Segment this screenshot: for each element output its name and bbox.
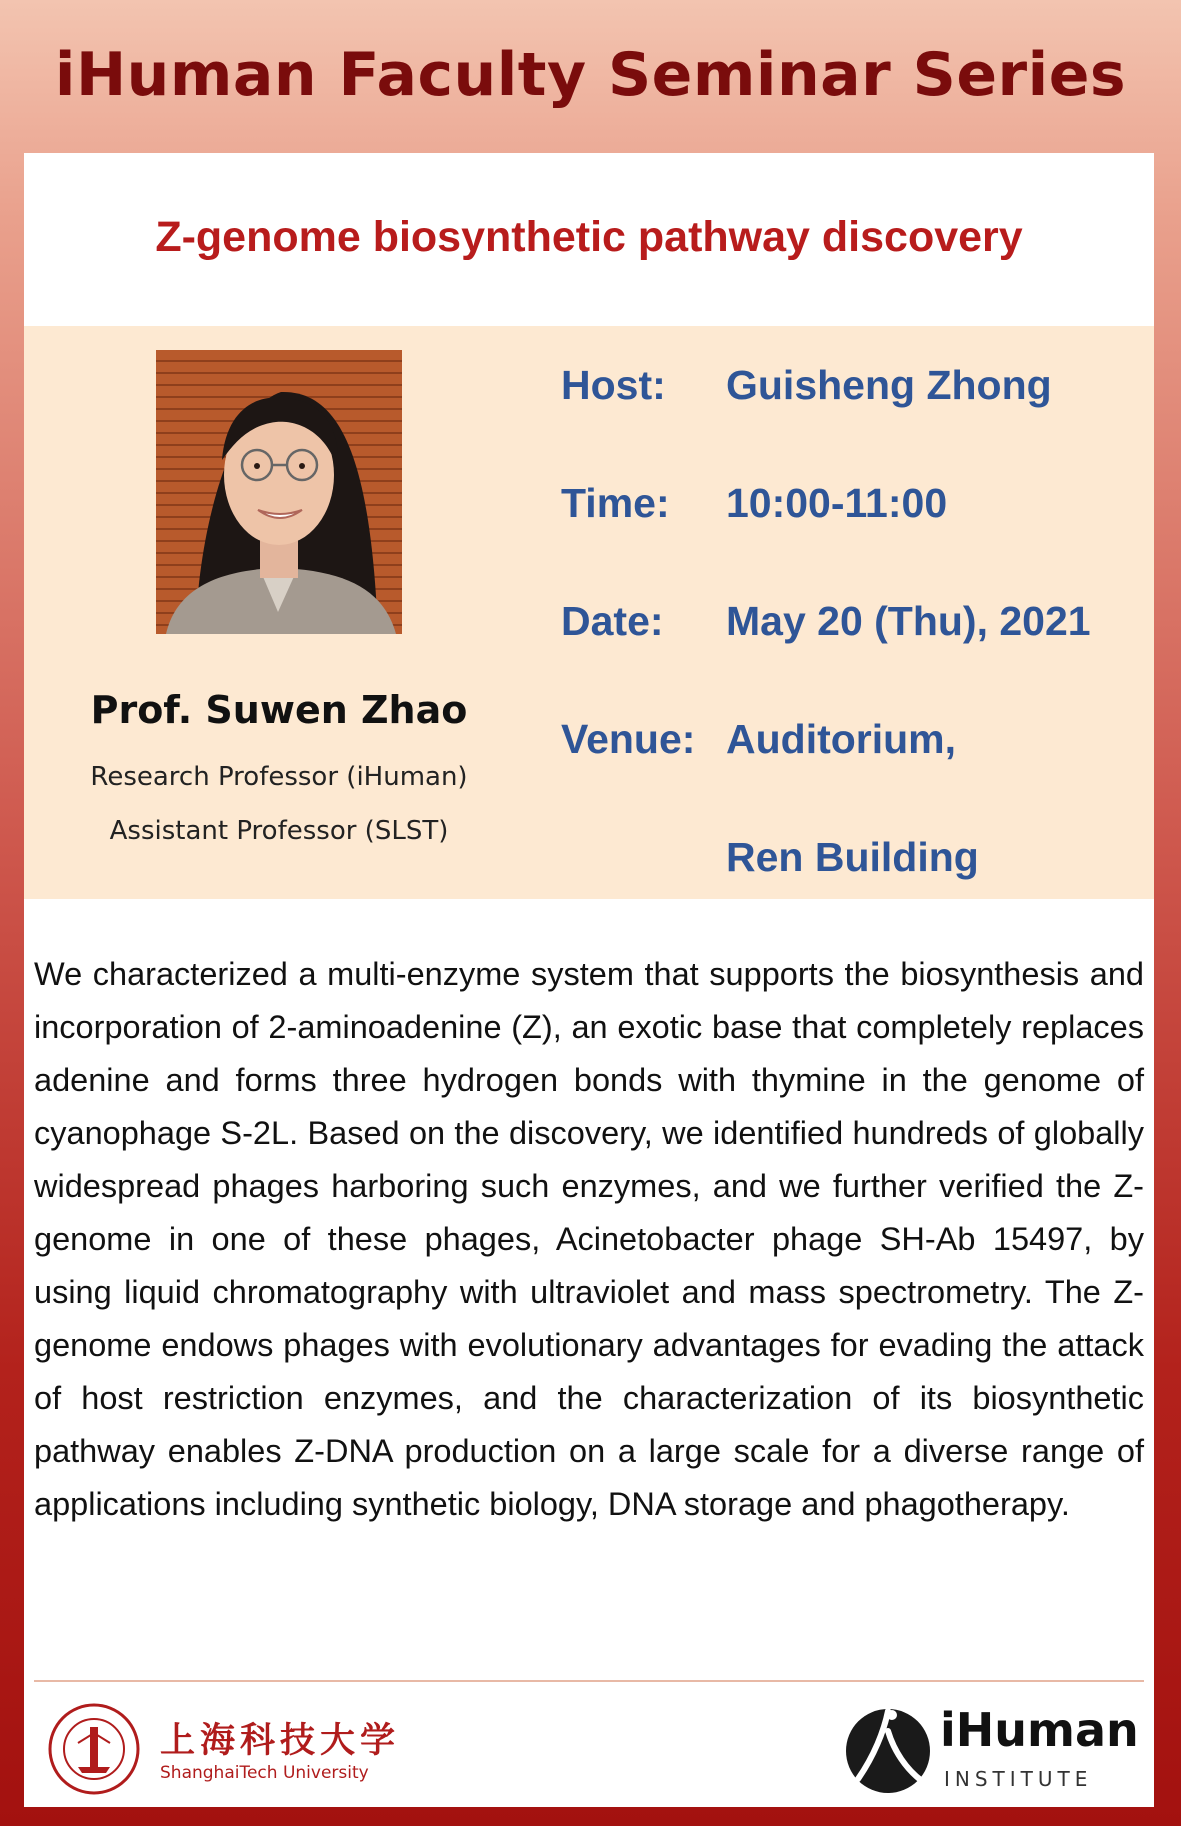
shanghaitech-chinese-name: 上海科技大学 xyxy=(160,1720,401,1761)
abstract-text: We characterized a multi-enzyme system that supports the biosynthesis and incorporation of 2-aminoadenine (Z), an exotic base that completely replaces adenine and forms three hydrogen bonds with thymine in the genome of cyanophage S-2L. Based on the discovery, we identified hundreds of globally widespread phages harboring such enzymes, and we further verified the Z-genome in one of these phages, Acinetobacter phage SH-Ab 15497, by using liquid chromatography with ultraviolet and mass spectrometry. The Z-genome endows phages with evolutionary advantages for evading the attack of host restriction enzymes, and the characterization of its biosynthetic pathway enables Z-DNA production on a large scale for a diverse range of applications including synthetic biology, DNA storage and phagotherapy. xyxy=(34,956,1144,1522)
date-value: May 20 (Thu), 2021 xyxy=(726,598,1091,644)
time-value: 10:00-11:00 xyxy=(726,480,948,526)
ihuman-institute-label: INSTITUTE xyxy=(944,1767,1093,1791)
talk-title: Z-genome biosynthetic pathway discovery xyxy=(155,213,1023,261)
ihuman-logo-icon xyxy=(844,1701,934,1797)
poster-card xyxy=(24,153,1154,1807)
footer xyxy=(24,1683,1154,1807)
host-value: Guisheng Zhong xyxy=(726,362,1052,408)
shanghaitech-english-name: ShanghaiTech University xyxy=(160,1763,369,1783)
venue-value-line-2: Ren Building xyxy=(726,834,979,880)
date-label: Date: xyxy=(561,598,664,644)
footer-divider xyxy=(34,1680,1144,1682)
shanghaitech-seal-icon xyxy=(48,1703,140,1795)
speaker-role-primary: Research Professor (iHuman) xyxy=(90,762,468,792)
speaker-role-secondary: Assistant Professor (SLST) xyxy=(109,816,449,846)
time-label: Time: xyxy=(561,480,670,526)
venue-label: Venue: xyxy=(561,716,696,762)
speaker-info-panel xyxy=(24,326,1154,899)
ihuman-name: iHuman xyxy=(940,1703,1139,1757)
speaker-name: Prof. Suwen Zhao xyxy=(90,688,468,732)
venue-value-line-1: Auditorium, xyxy=(726,716,957,762)
series-title: iHuman Faculty Seminar Series xyxy=(54,40,1127,110)
host-label: Host: xyxy=(561,362,666,408)
speaker-photo xyxy=(156,350,402,634)
